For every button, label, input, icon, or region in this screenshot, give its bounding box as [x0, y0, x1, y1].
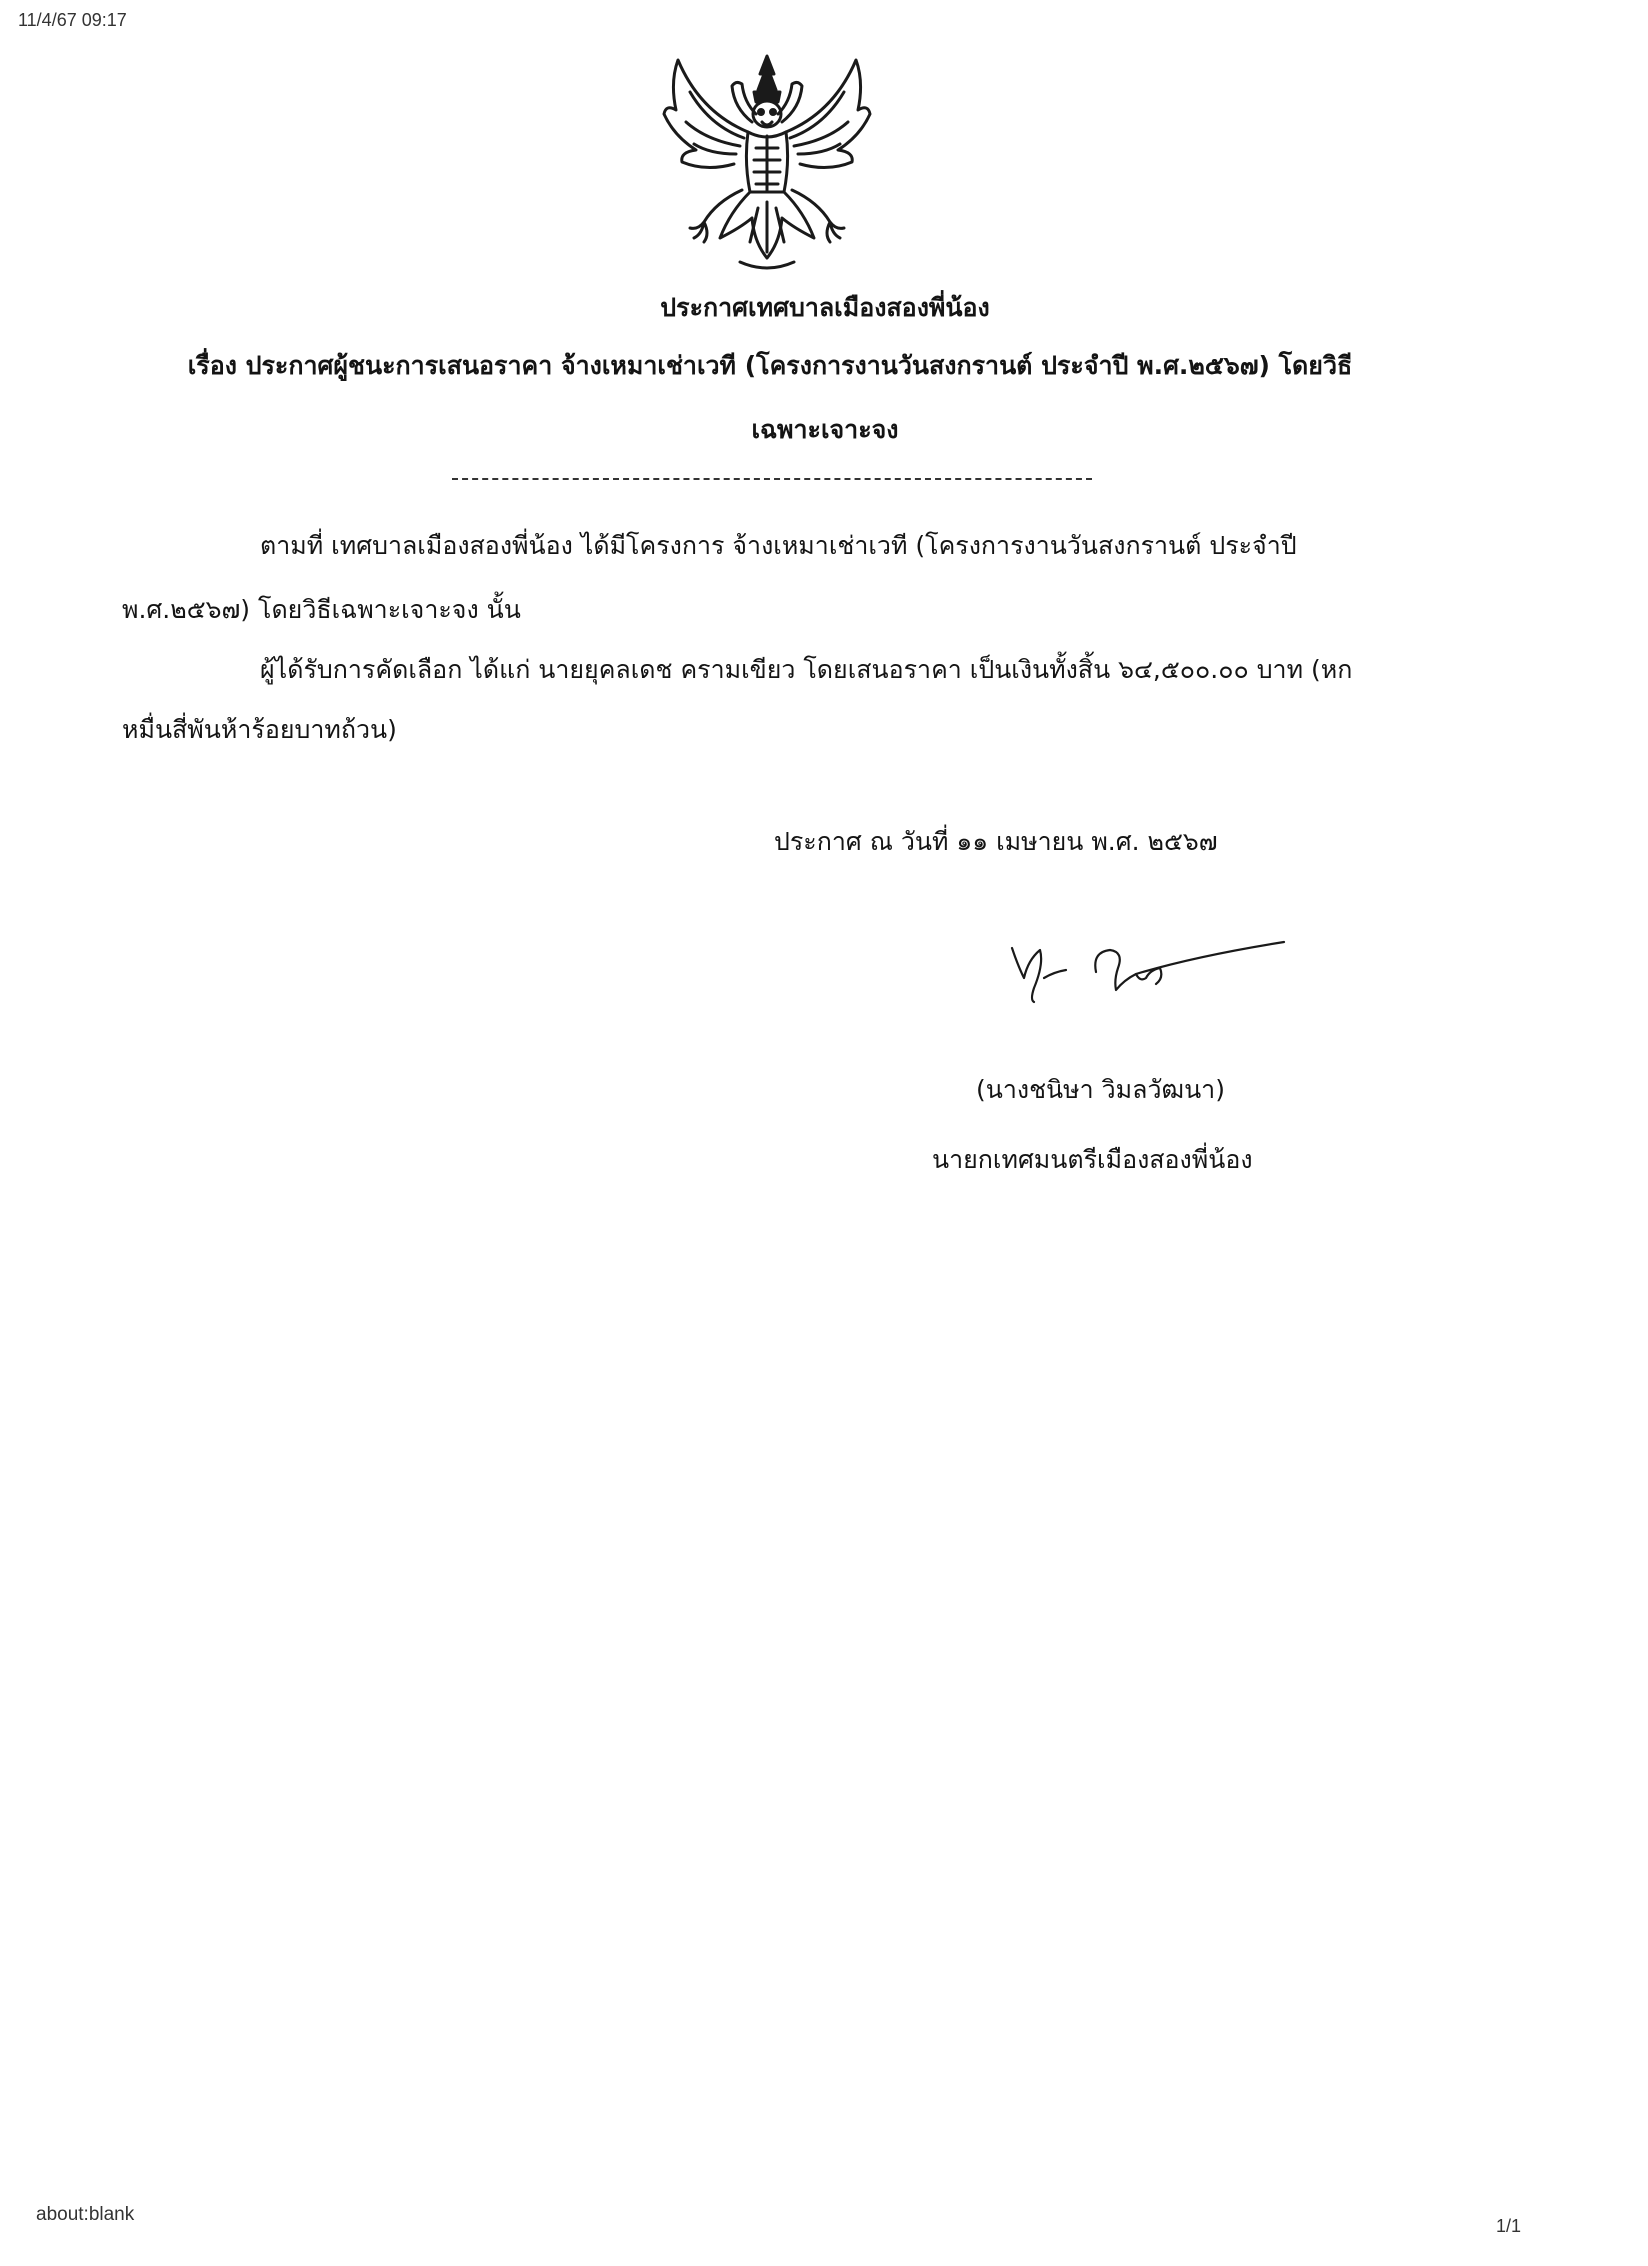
print-footer-url: about:blank	[36, 2204, 135, 2225]
garuda-emblem-icon	[660, 52, 874, 280]
signer-position: นายกเทศมนตรีเมืองสองพี่น้อง	[932, 1145, 1253, 1174]
announcement-subject: เรื่อง ประกาศผู้ชนะการเสนอราคา จ้างเหมาเช่าเวที (โครงการงานวันสงกรานต์ ประจำปี พ.ศ.๒๕๖๗) โดยวิธี	[187, 351, 1353, 380]
print-footer-page-number: 1/1	[1496, 2216, 1522, 2236]
body-paragraph-2-continued: หมื่นสี่พันห้าร้อยบาทถ้วน)	[122, 715, 397, 744]
divider-line	[452, 478, 1092, 480]
body-paragraph-1: ตามที่ เทศบาลเมืองสองพี่น้อง ได้มีโครงการ จ้างเหมาเช่าเวที (โครงการงานวันสงกรานต์ ประจำปี	[260, 531, 1297, 560]
announcement-date: ประกาศ ณ วันที่ ๑๑ เมษายน พ.ศ. ๒๕๖๗	[774, 827, 1218, 856]
print-header-datetime: 11/4/67 09:17	[18, 10, 127, 30]
signer-name: (นางชนิษา วิมลวัฒนา)	[976, 1075, 1225, 1104]
announcement-subject-continued: เฉพาะเจาะจง	[751, 415, 899, 444]
handwritten-signature	[1000, 930, 1300, 1010]
body-paragraph-2: ผู้ได้รับการคัดเลือก ได้แก่ นายยุคลเดช ครามเขียว โดยเสนอราคา เป็นเงินทั้งสิ้น ๖๔,๕๐๐.๐๐ บาท (หก	[260, 655, 1353, 684]
body-paragraph-1-continued: พ.ศ.๒๕๖๗) โดยวิธีเฉพาะเจาะจง นั้น	[122, 595, 521, 624]
announcement-title: ประกาศเทศบาลเมืองสองพี่น้อง	[660, 293, 990, 322]
